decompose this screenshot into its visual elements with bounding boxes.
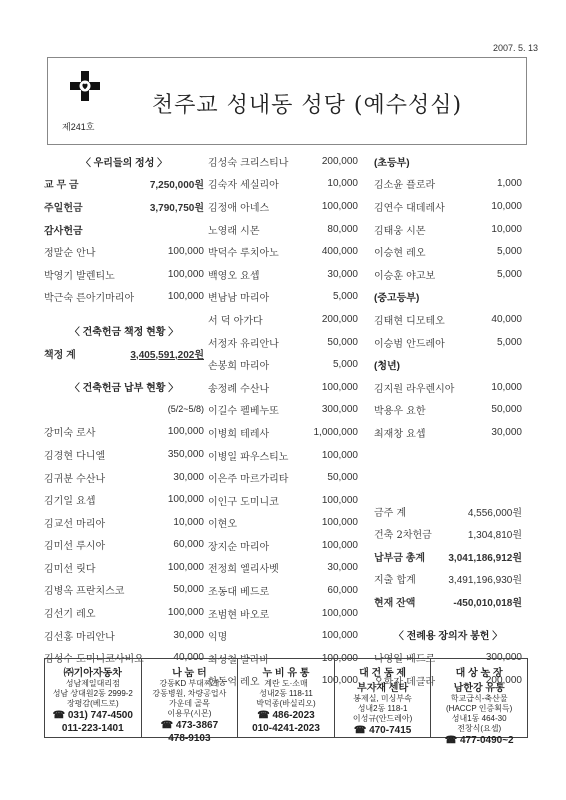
section-heading: (초등부) <box>374 157 410 169</box>
item-amount: 10,000 <box>491 381 522 393</box>
list-item <box>208 173 358 196</box>
item-amount: 100,000 <box>321 652 358 664</box>
issue-number: 제241호 <box>62 122 95 132</box>
item-amount: 5,000 <box>332 291 358 303</box>
ad-phone: ☎ 477-0490~2 <box>444 735 514 746</box>
item-name: 김태웅 시몬 <box>374 225 426 237</box>
page-title: 천주교 성내동 성당 (예수성심) <box>151 93 463 118</box>
item-name: 이승훈 야고보 <box>374 270 436 282</box>
list-item <box>374 263 522 286</box>
list-item <box>208 489 358 512</box>
ad-line: 강동KD 부대찌개 <box>159 679 220 688</box>
section-heading: 〈 건축헌금 책정 현황 〉 <box>69 326 179 338</box>
ad-line: 장평감(베드로) <box>66 699 119 708</box>
list-item <box>208 308 358 331</box>
list-item <box>44 511 204 534</box>
list-item <box>374 240 522 263</box>
item-amount: 10,000 <box>173 516 204 528</box>
item-amount: 100,000 <box>321 200 358 212</box>
ad-line: 성내1동 464-30 <box>451 714 507 723</box>
item-amount: 200,000 <box>321 155 358 167</box>
item-name: 이길수 펠베누또 <box>208 406 279 418</box>
item-amount: 200,000 <box>321 313 358 325</box>
list-item <box>374 195 522 218</box>
item-name: 서정자 유리안나 <box>208 338 279 350</box>
ad-line: 학교급식-축산물 <box>450 694 508 703</box>
item-amount: 3,041,186,912원 <box>448 552 522 564</box>
list-item <box>374 331 522 354</box>
item-amount: 1,000,000 <box>313 426 358 438</box>
list-item <box>44 466 204 489</box>
item-amount: 100,000 <box>321 539 358 551</box>
item-name: 익명 <box>208 632 228 644</box>
item-amount: 10,000 <box>327 178 358 190</box>
item-amount: 5,000 <box>496 336 522 348</box>
ad-line: 성남 상대원2동 2999-2 <box>52 689 133 698</box>
item-name: 이병희 테레사 <box>208 428 270 440</box>
list-item <box>374 522 522 545</box>
item-name: 송정례 수산나 <box>208 383 270 395</box>
ad-phone: 011-223-1401 <box>61 723 124 734</box>
item-name: 최성철 발라바 <box>208 654 270 666</box>
item-name: 손봉희 마리아 <box>208 361 270 373</box>
ad-line: 성남제일대리점 <box>65 679 120 688</box>
list-item <box>374 545 522 568</box>
section-heading: 〈 우리들의 정성 〉 <box>80 157 168 169</box>
list-item <box>374 590 522 613</box>
list-item <box>44 488 204 511</box>
item-name: 김교선 마리아 <box>44 518 106 530</box>
list-item <box>44 579 204 602</box>
item-name: 김연수 대데레사 <box>374 202 445 214</box>
item-name: 김소윤 플로라 <box>374 180 436 192</box>
list-item <box>44 263 204 286</box>
item-name: 김정애 아네스 <box>208 202 270 214</box>
item-amount: 100,000 <box>167 268 204 280</box>
item-amount: 4,556,000원 <box>467 507 522 519</box>
item-name: 김지원 라우렌시아 <box>374 383 455 395</box>
item-amount: 100,000 <box>167 561 204 573</box>
advertisement <box>45 659 142 737</box>
item-name: 오화자 데클라 <box>374 676 436 688</box>
item-amount: 60,000 <box>173 539 204 551</box>
item-amount: 50,000 <box>173 584 204 596</box>
issue-date: 2007. 5. 13 <box>492 43 538 53</box>
item-name: 지출 합계 <box>374 575 416 587</box>
item-name: 김귀분 수산나 <box>44 473 106 485</box>
item-name: 김경현 다니엘 <box>44 450 106 462</box>
list-item <box>374 399 522 422</box>
section-heading: 〈 전례용 장의자 봉헌 〉 <box>393 631 503 643</box>
item-amount: 1,000 <box>496 178 522 190</box>
header <box>47 57 527 145</box>
item-name: 서 덕 아가다 <box>208 315 263 327</box>
list-item <box>44 534 204 557</box>
list-item <box>208 602 358 625</box>
item-amount: 10,000 <box>491 200 522 212</box>
section-heading: 감사헌금 <box>44 225 83 237</box>
item-name: 금주 계 <box>374 507 407 519</box>
item-name: 이승범 안드레아 <box>374 338 445 350</box>
ad-title: 누 비 유 통 <box>262 668 310 679</box>
ad-title: ㈜기아자동차 <box>63 668 122 679</box>
item-name: 김기일 요셉 <box>44 496 96 508</box>
item-name: 박덕수 루치아노 <box>208 248 279 260</box>
list-item <box>44 240 204 263</box>
list-item <box>208 579 358 602</box>
list-item <box>374 218 522 241</box>
list-item <box>374 173 522 196</box>
item-amount: 40,000 <box>491 313 522 325</box>
list-item <box>208 444 358 467</box>
item-name: 박근숙 른아기마리아 <box>44 293 135 305</box>
item-name: 납부금 총계 <box>374 552 426 564</box>
item-amount: 100,000 <box>321 381 358 393</box>
item-amount: 3,790,750원 <box>149 202 204 214</box>
ad-title: 대 상 농 장 <box>455 668 503 679</box>
item-amount: 30,000 <box>173 471 204 483</box>
item-name: 김선홍 마리안나 <box>44 631 115 643</box>
ad-line: 계란 도·소매 <box>264 679 308 688</box>
item-amount: 200,000 <box>485 674 522 686</box>
list-item <box>208 286 358 309</box>
item-amount: 80,000 <box>327 223 358 235</box>
item-amount: 30,000 <box>491 426 522 438</box>
ad-phone: 478-9103 <box>168 733 211 744</box>
item-amount: 5,000 <box>496 246 522 258</box>
section-heading: 〈 건축헌금 납부 현황 〉 <box>69 383 179 395</box>
item-amount: 30,000 <box>327 268 358 280</box>
ad-line: 이성규(안드레아) <box>352 714 413 723</box>
item-name: 이병일 파우스티노 <box>208 451 289 463</box>
item-name: 박영기 발렌티노 <box>44 270 115 282</box>
item-amount: 60,000 <box>327 585 358 597</box>
list-item <box>208 512 358 535</box>
ad-line: 가운데 골목 <box>168 699 210 708</box>
list-item <box>208 557 358 580</box>
item-amount: 100,000 <box>321 675 358 687</box>
list-item <box>44 286 204 309</box>
item-amount: 100,000 <box>167 246 204 258</box>
item-amount: 100,000 <box>321 517 358 529</box>
advertisement <box>431 659 527 746</box>
ad-phone: ☎ 031) 747-4500 <box>52 710 133 721</box>
item-name: 강미숙 로사 <box>44 428 96 440</box>
item-name: 주일헌금 <box>44 202 83 214</box>
list-item <box>208 195 358 218</box>
item-name: 김태현 디모테오 <box>374 315 445 327</box>
ad-line: 강동병원, 차량공업사 <box>152 689 227 698</box>
list-item <box>374 568 522 591</box>
item-amount: 5,000 <box>496 268 522 280</box>
item-name: 조범현 바오로 <box>208 609 270 621</box>
ad-phone: ☎ 470-7415 <box>353 725 412 736</box>
item-amount: 100,000 <box>167 494 204 506</box>
item-name: 정말순 안나 <box>44 248 96 260</box>
item-name: 이승현 레오 <box>374 248 426 260</box>
list-item <box>374 376 522 399</box>
item-amount: 400,000 <box>321 246 358 258</box>
item-amount: 100,000 <box>167 291 204 303</box>
item-amount: 5,000 <box>332 359 358 371</box>
list-item <box>208 240 358 263</box>
item-name: 건축 2차헌금 <box>374 530 432 542</box>
section-heading: (중고등부) <box>374 293 420 305</box>
item-amount: 100,000 <box>167 607 204 619</box>
list-item <box>208 263 358 286</box>
ad-line: 성내2동 118-11 <box>259 689 313 698</box>
list-item <box>44 601 204 624</box>
list-item <box>208 399 358 422</box>
list-item <box>208 353 358 376</box>
item-name: 나영일 베드로 <box>374 654 436 666</box>
item-name: 변남남 마리아 <box>208 293 270 305</box>
ad-title: 대 건 동 제 <box>359 668 407 679</box>
item-amount: 3,491,196,930원 <box>448 575 522 587</box>
item-name: 김병옥 프란치스코 <box>44 586 125 598</box>
item-name: 김성수 도미니코사비오 <box>44 654 144 666</box>
item-name: 백영오 요셉 <box>208 270 260 282</box>
period-label: (5/2~5/8) <box>167 404 204 415</box>
item-amount: 50,000 <box>491 404 522 416</box>
list-item <box>44 443 204 466</box>
list-item <box>44 421 204 444</box>
item-amount: 350,000 <box>167 448 204 460</box>
item-name: 김미선 루시아 <box>44 541 106 553</box>
list-item: 책정 계 3,405,591,202원 <box>44 349 204 361</box>
ad-subtitle: 남한강 유통 <box>453 683 505 694</box>
column-right <box>374 150 522 691</box>
list-item <box>208 624 358 647</box>
item-name: 이현오 <box>208 519 237 531</box>
item-amount: 100,000 <box>321 449 358 461</box>
item-name: 노영래 시몬 <box>208 225 260 237</box>
list-item <box>44 624 204 647</box>
ad-line: 박덕종(바실리오) <box>256 699 316 708</box>
ad-subtitle: 부자재 센타 <box>357 683 409 694</box>
ad-line: 전창식(요셉) <box>457 724 502 733</box>
list-item <box>208 466 358 489</box>
item-amount: 100,000 <box>167 426 204 438</box>
list-item <box>44 195 204 218</box>
item-name: 김선기 레오 <box>44 609 96 621</box>
item-name: 김미선 릿다 <box>44 563 96 575</box>
item-name: 교 무 금 <box>44 180 79 192</box>
item-amount: 300,000 <box>321 404 358 416</box>
advertisement <box>238 659 335 737</box>
advertisement <box>142 659 239 744</box>
item-amount: 40,000 <box>173 652 204 664</box>
item-amount: 100,000 <box>321 494 358 506</box>
item-name: 현재 잔액 <box>374 597 416 609</box>
item-name: 장지순 마리아 <box>208 541 270 553</box>
ad-title: 나 눔 터 <box>172 668 207 679</box>
item-name: 최재창 요셉 <box>374 428 426 440</box>
item-name: 김숙자 세실리아 <box>208 180 279 192</box>
item-amount: 10,000 <box>491 223 522 235</box>
item-amount: 100,000 <box>321 630 358 642</box>
list-item <box>374 421 522 444</box>
ad-line: 이용무(시몬) <box>167 709 212 718</box>
column-middle <box>208 150 358 692</box>
list-item <box>208 218 358 241</box>
column-left <box>44 150 204 669</box>
item-amount: 50,000 <box>327 472 358 484</box>
item-name: 조동대 베드로 <box>208 587 270 599</box>
section-heading: (청년) <box>374 361 400 373</box>
list-item <box>208 421 358 444</box>
ad-line: (HACCP 인증획득) <box>446 704 513 713</box>
item-amount: 100,000 <box>321 607 358 619</box>
ad-phone: ☎ 473-3867 <box>160 720 219 731</box>
list-item <box>374 308 522 331</box>
list-item <box>208 150 358 173</box>
item-amount: 30,000 <box>327 562 358 574</box>
list-item <box>208 376 358 399</box>
list-item <box>208 331 358 354</box>
list-item <box>44 173 204 196</box>
ad-phone: 010-4241-2023 <box>252 723 320 734</box>
list-item <box>374 500 522 523</box>
item-name: 한동억 레오 <box>208 677 260 689</box>
ad-line: 성내2동 118-1 <box>357 704 408 713</box>
item-name: 이은주 마르가리타 <box>208 474 289 486</box>
ad-line: 봉제실, 미싱부속 <box>353 694 412 703</box>
item-name: 김성숙 크리스티나 <box>208 157 289 169</box>
item-amount: 30,000 <box>173 629 204 641</box>
advertisement-bar <box>44 658 528 746</box>
item-amount: 7,250,000원 <box>149 180 204 192</box>
item-amount: 50,000 <box>327 336 358 348</box>
item-name: 전정희 엘리사벳 <box>208 564 279 576</box>
ad-phone: ☎ 486-2023 <box>257 710 315 721</box>
item-name: 이인구 도미니코 <box>208 496 279 508</box>
list-item <box>208 534 358 557</box>
item-amount: -450,010,018원 <box>453 597 522 609</box>
item-amount: 1,304,810원 <box>467 530 522 542</box>
item-name: 박용우 요한 <box>374 406 426 418</box>
list-item <box>44 556 204 579</box>
item-amount: 300,000 <box>485 652 522 664</box>
advertisement <box>335 659 432 737</box>
